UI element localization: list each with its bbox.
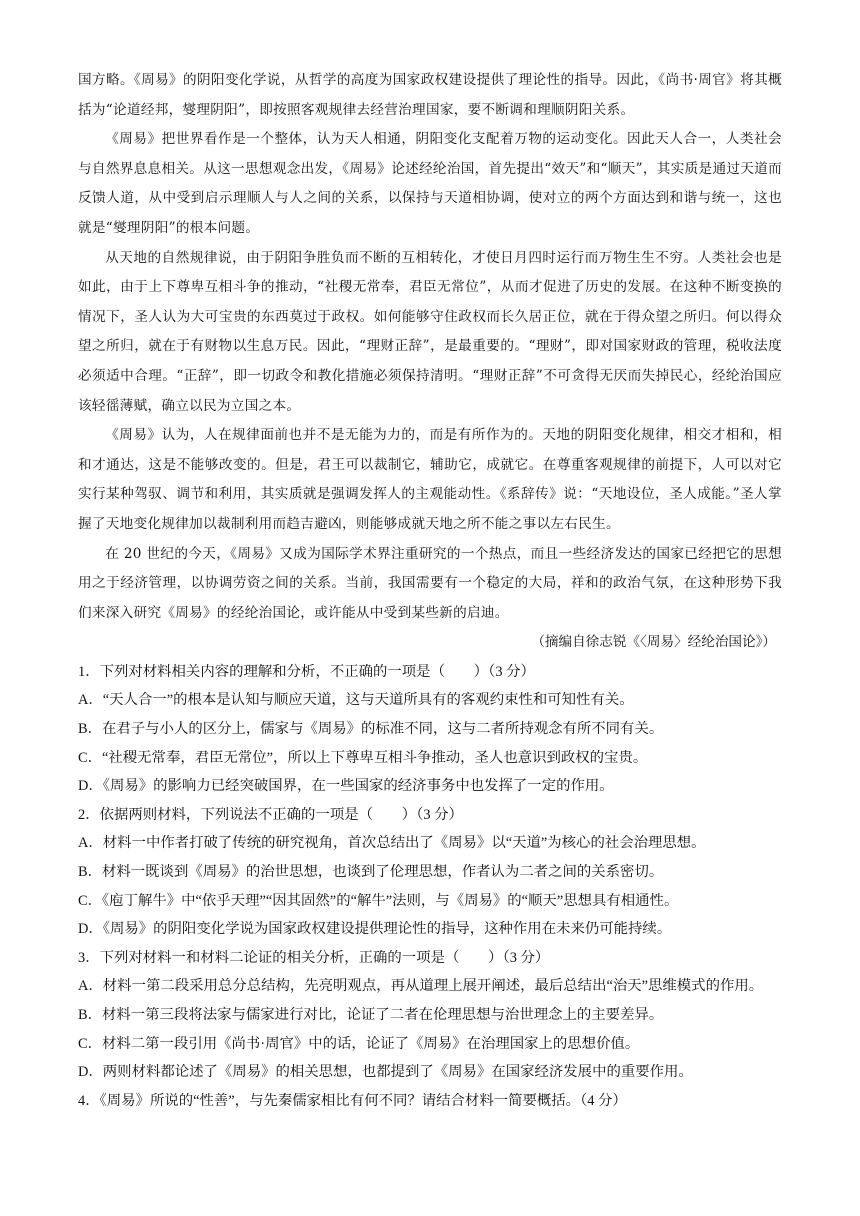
paragraph: 《周易》把世界看作是一个整体，认为天人相通，阴阳变化支配着万物的运动变化。因此天人合一，人类社会与自然界息息相关。从这一思想观念出发，《周易》论述经纶治国，首先提出“效天”和“顺天”，其实质是通过天道而反馈人道，从中受到启示理顺人与人之间的关系，以保持与天道相协调，使对立的两个方面达到和谐与统一，这也就是“燮理阴阳”的根本问题。: [78, 131, 782, 236]
option-a: A．“天人合一”的根本是认知与顺应天道，这与天道所具有的客观约束性和可知性有关。: [78, 692, 634, 709]
source-citation: （摘编自徐志锐《〈周易〉经纶治国论》）: [531, 634, 776, 651]
option-d: D．两则材料都论述了《周易》的相关思想，也都提到了《周易》在国家经济发展中的重要作用。: [78, 1064, 693, 1081]
question-2: [78, 801, 782, 944]
question-3: [78, 944, 782, 1087]
paragraph: 在 20 世纪的今天，《周易》又成为国际学术界注重研究的一个热点，而且一些经济发达的国家已经把它的思想用之于经济管理，以协调劳资之间的关系。当前，我国需要有一个稳定的大局，祥和的政治气氛，在这种形势下我们来深入研究《周易》的经纶治国论，或许能从中受到某些新的启迪。: [78, 545, 782, 621]
question-stem: 3．下列对材料一和材料二论证的相关分析，正确的一项是（ ）（3 分）: [78, 949, 550, 966]
question-stem: 4．《周易》所说的“性善”，与先秦儒家相比有何不同？请结合材料一简要概括。（4 分）: [78, 1092, 627, 1109]
page-content: [78, 66, 782, 1115]
option-d: D．《周易》的影响力已经突破国界，在一些国家的经济事务中也发挥了一定的作用。: [78, 778, 614, 795]
question-1: [78, 658, 782, 801]
option-b: B．材料一第三段将法家与儒家进行对比，论证了二者在伦理思想与治世理念上的主要差异。: [78, 1007, 664, 1023]
question-4: [78, 1087, 782, 1116]
option-b: B．在君子与小人的区分上，儒家与《周易》的标准不同，这与二者所持观念有所不同有关。: [78, 721, 664, 738]
paragraph: 从天地的自然规律说，由于阴阳争胜负而不断的互相转化，才使日月四时运行而万物生生不穷。人类社会也是如此，由于上下尊卑互相斗争的推动，“社稷无常奉，君臣无常位”，从而才促进了历史的发展。在这种不断变换的情况下，圣人认为大可宝贵的东西莫过于政权。如何能够守住政权而长久居正位，就在于得众望之所归。何以得众望之所归，就在于有财物以生息万民。因此，“理财正辞”，是最重要的。“理财”，即对国家财政的管理，税收法度必须适中合理。“正辞”，即一切政令和教化措施必须保持清明。“理财正辞”不可贪得无厌而失掉民心，经纶治国应该轻徭薄赋，确立以民为立国之本。: [78, 249, 782, 414]
question-stem: 2．依据两则材料，下列说法不正确的一项是（ ）（3 分）: [78, 806, 463, 823]
option-a: A．材料一第二段采用总分总结构，先亮明观点，再从道理上展开阐述，最后总结出“治天”思维模式的作用。: [78, 978, 764, 995]
option-c: C．材料二第一段引用《尚书·周官》中的话，论证了《周易》在治理国家上的思想价值。: [78, 1035, 640, 1052]
option-c: C．“社稷无常奉，君臣无常位”，所以上下尊卑互相斗争推动，圣人也意识到政权的宝贵。: [78, 749, 648, 766]
option-c: C．《庖丁解牛》中“依乎天理”“因其固然”的“解牛”法则，与《周易》的“顺天”思想具有相通性。: [78, 892, 679, 909]
option-b: B．材料一既谈到《周易》的治世思想，也谈到了伦理思想，作者认为二者之间的关系密切。: [78, 864, 664, 881]
option-d: D．《周易》的阴阳变化学说为国家政权建设提供理论性的指导，这种作用在未来仍可能持续。: [78, 921, 672, 938]
paragraph: 《周易》认为，人在规律面前也并不是无能为力的，而是有所作为的。天地的阴阳变化规律，相交才相和，相和才通达，这是不能够改变的。但是，君王可以裁制它，辅助它，成就它。在尊重客观规律的前提下，人可以对它实行某种驾驭、调节和利用，其实质就是强调发挥人的主观能动性。《系辞传》说：“天地设位，圣人成能。”圣人掌握了天地变化规律加以裁制利用而趋吉避凶，则能够成就天地之所不能之事以左右民生。: [78, 427, 782, 532]
option-a: A．材料一中作者打破了传统的研究视角，首次总结出了《周易》以“天道”为核心的社会治理思想。: [78, 835, 706, 852]
question-stem: 1．下列对材料相关内容的理解和分析，不正确的一项是（ ）（3 分）: [78, 663, 535, 680]
paragraph: 国方略。《周易》的阴阳变化学说，从哲学的高度为国家政权建设提供了理论性的指导。因此，《尚书·周官》将其概括为“论道经邦，燮理阴阳”，即按照客观规律去经营治理国家，要不断调和理顺阴阳关系。: [78, 72, 782, 118]
